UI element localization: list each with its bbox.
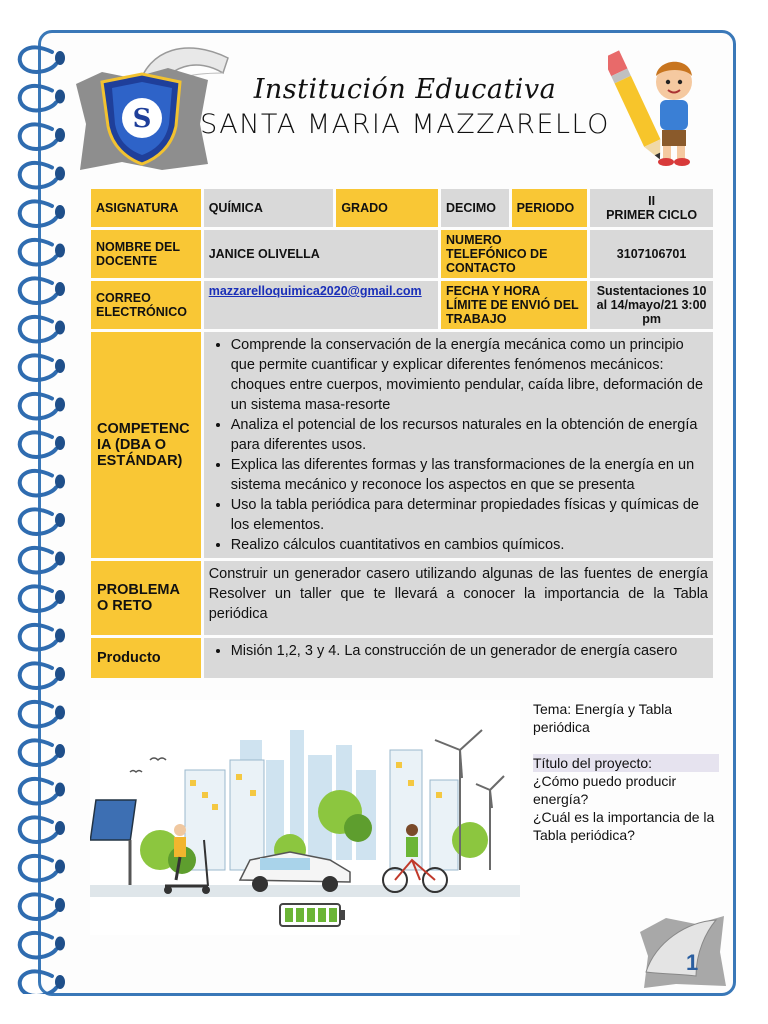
period-value-line1: II — [648, 194, 656, 208]
school-title — [200, 74, 610, 140]
institution-label: Institución Educativa — [253, 74, 557, 105]
spiral-ring-icon — [20, 163, 65, 188]
period-label: PERIODO — [512, 189, 588, 227]
phone-label: NUMERO TELEFÓNICO DE CONTACTO — [441, 230, 587, 278]
teacher-label: NOMBRE DEL DOCENTE — [91, 230, 201, 278]
spiral-ring-icon — [20, 432, 65, 457]
spiral-ring-icon — [20, 394, 65, 419]
question-2: ¿Cuál es la importancia de la Tabla periódica? — [533, 809, 715, 843]
period-value — [590, 189, 713, 227]
course-info-table — [88, 186, 716, 681]
grade-value: DECIMO — [441, 189, 509, 227]
pencil-boy-mascot — [608, 40, 708, 170]
competencia-item: • Realizo cálculos cuantitativos en cambios químicos. — [231, 535, 708, 555]
problema-label: PROBLEMA O RETO — [91, 561, 201, 635]
competencia-item: • Comprende la conservación de la energía mecánica como un principio que permite cuantificar y explicar diferentes fenómenos mecánicos: choques entre cuerpos, movimiento pendular, caída libre, deformación de un sistema masa-resorte — [231, 335, 708, 415]
producto-item: • Misión 1,2, 3 y 4. La construcción de un generador de energía casero — [231, 641, 708, 661]
spiral-ring-icon — [20, 240, 65, 265]
spiral-ring-icon — [20, 586, 65, 611]
spiral-ring-icon — [20, 47, 65, 72]
producto-label: Producto — [91, 638, 201, 678]
spiral-ring-icon — [20, 740, 65, 765]
logo-letter: S — [132, 104, 152, 134]
competencia-content — [204, 332, 713, 558]
page-number: 1 — [686, 950, 699, 975]
tema-text: Tema: Energía y Tabla periódica — [533, 701, 673, 735]
spiral-ring-icon — [20, 971, 65, 994]
competencia-item: • Analiza el potencial de los recursos naturales en la obtención de energía para diferentes usos. — [231, 415, 708, 455]
subject-value: QUÍMICA — [204, 189, 334, 227]
spiral-ring-icon — [20, 317, 65, 342]
spiral-ring-icon — [20, 894, 65, 919]
green-city-illustration — [90, 700, 520, 935]
grade-label: GRADO — [336, 189, 438, 227]
spiral-ring-icon — [20, 856, 65, 881]
spiral-ring-icon — [20, 779, 65, 804]
problema-text: Construir un generador casero utilizando algunas de las fuentes de energía Resolver un taller que te llevará a conocer la importancia de la Tabla periódica — [204, 561, 713, 635]
tema-block — [533, 700, 719, 844]
spiral-ring-icon — [20, 355, 65, 380]
producto-list — [209, 641, 708, 661]
spiral-ring-icon — [20, 201, 65, 226]
teacher-value: JANICE OLIVELLA — [204, 230, 438, 278]
spiral-ring-icon — [20, 548, 65, 573]
competencia-label: COMPETENC IA (DBA O ESTÁNDAR) — [91, 332, 201, 558]
deadline-label: FECHA Y HORA LÍMITE DE ENVIÓ DEL TRABAJO — [441, 281, 587, 329]
spiral-ring-icon — [20, 124, 65, 149]
subject-label: ASIGNATURA — [91, 189, 201, 227]
spiral-ring-icon — [20, 278, 65, 303]
page-curl-icon — [636, 912, 728, 990]
phone-value: 3107106701 — [590, 230, 713, 278]
spiral-ring-icon — [20, 509, 65, 534]
question-1: ¿Cómo puedo producir energía? — [533, 773, 677, 807]
school-shield-logo — [72, 64, 212, 174]
email-link[interactable]: mazzarelloquimica2020@gmail.com — [208, 284, 422, 298]
competencia-item: • Explica las diferentes formas y las transformaciones de la energía en un sistema mecánico y reconoce los aspectos en que se presenta — [231, 455, 708, 495]
spiral-ring-icon — [20, 702, 65, 727]
spiral-binding-icon — [8, 34, 78, 994]
deadline-value: Sustentaciones 10 al 14/mayo/21 3:00 pm — [590, 281, 713, 329]
project-title-label: Título del proyecto: — [533, 754, 719, 772]
spiral-ring-icon — [20, 663, 65, 688]
spiral-ring-icon — [20, 471, 65, 496]
spiral-ring-icon — [20, 625, 65, 650]
email-label: CORREO ELECTRÓNICO — [91, 281, 201, 329]
spiral-ring-icon — [20, 86, 65, 111]
spiral-ring-icon — [20, 933, 65, 958]
competencia-item: • Uso la tabla periódica para determinar propiedades físicas y químicas de los elementos. — [231, 495, 708, 535]
school-name: SANTA MARIA MAZZARELLO — [200, 109, 610, 140]
period-value-line2: PRIMER CICLO — [606, 208, 698, 222]
competencia-list — [209, 335, 708, 555]
producto-content — [204, 638, 713, 678]
spiral-ring-icon — [20, 817, 65, 842]
